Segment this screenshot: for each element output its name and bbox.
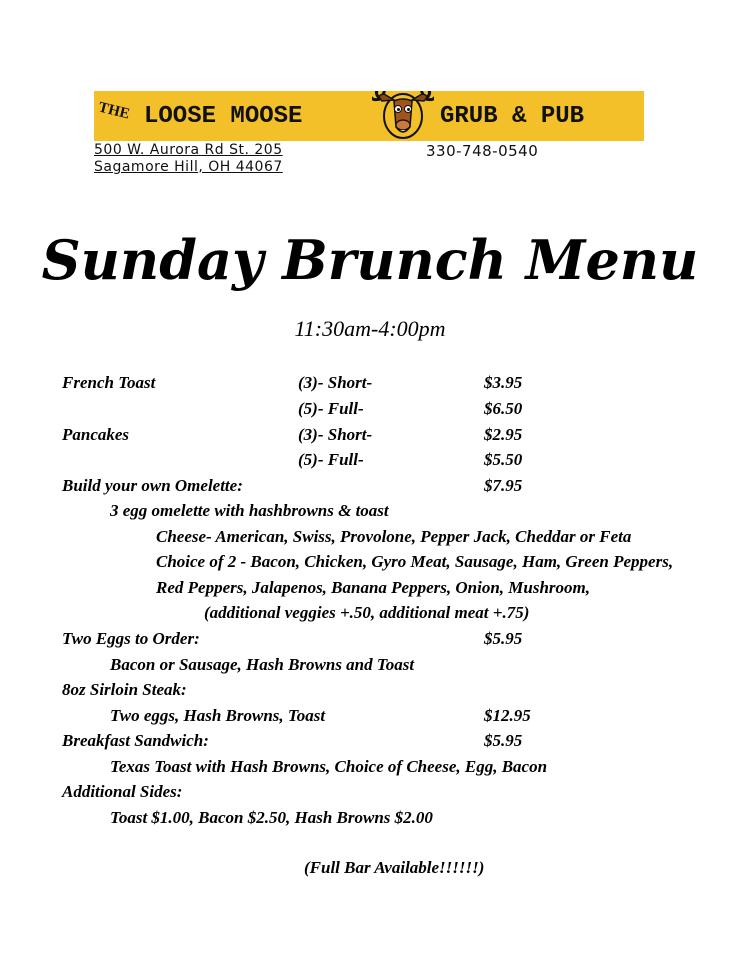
full-bar-note: (Full Bar Available!!!!!!)	[304, 858, 485, 877]
menu-hours: 11:30am-4:00pm	[294, 316, 446, 341]
omelette-choice-line1: Choice of 2 - Bacon, Chicken, Gyro Meat, Sausage, Ham, Green Peppers,	[156, 552, 674, 571]
omelette-additional: (additional veggies +.50, additional meat +.75)	[204, 603, 530, 622]
two-eggs-price: $5.95	[484, 629, 523, 648]
omelette-choice-line2: Red Peppers, Jalapenos, Banana Peppers, Onion, Mushroom,	[156, 578, 591, 597]
logo-banner	[94, 91, 644, 141]
phone-number: 330-748-0540	[426, 142, 539, 160]
sides-desc: Toast $1.00, Bacon $2.50, Hash Browns $2.00	[110, 808, 433, 827]
moose-logo-icon	[372, 91, 434, 141]
two-eggs-name: Two Eggs to Order:	[62, 629, 200, 648]
menu-title: Sunday Brunch Menu	[41, 228, 699, 292]
pancakes-name: Pancakes	[62, 425, 130, 444]
sandwich-desc: Texas Toast with Hash Browns, Choice of Cheese, Egg, Bacon	[110, 757, 548, 776]
sandwich-name: Breakfast Sandwich:	[62, 731, 209, 750]
logo-loose-moose: LOOSE MOOSE	[144, 103, 303, 130]
french-toast-full-price: $6.50	[484, 399, 523, 418]
french-toast-short-price: $3.95	[484, 373, 523, 392]
omelette-cheese: Cheese- American, Swiss, Provolone, Pepper Jack, Cheddar or Feta	[156, 527, 632, 546]
logo-grub-pub: GRUB & PUB	[440, 103, 585, 130]
sides-name: Additional Sides:	[62, 782, 183, 801]
sirloin-price: $12.95	[484, 706, 531, 725]
omelette-price: $7.95	[484, 476, 523, 495]
address-line2: Sagamore Hill, OH 44067	[94, 159, 283, 175]
french-toast-name: French Toast	[62, 373, 156, 392]
french-toast-full: (5)- Full-	[298, 399, 364, 418]
logo-the: THE	[96, 99, 132, 123]
omelette-name: Build your own Omelette:	[62, 476, 243, 495]
pancakes-full: (5)- Full-	[298, 450, 364, 469]
pancakes-short-price: $2.95	[484, 425, 523, 444]
sirloin-name: 8oz Sirloin Steak:	[62, 680, 187, 699]
sandwich-price: $5.95	[484, 731, 523, 750]
french-toast-short: (3)- Short-	[298, 373, 373, 392]
address-line1: 500 W. Aurora Rd St. 205	[94, 142, 283, 158]
two-eggs-desc: Bacon or Sausage, Hash Browns and Toast	[110, 655, 415, 674]
sirloin-desc: Two eggs, Hash Browns, Toast	[110, 706, 326, 725]
omelette-desc: 3 egg omelette with hashbrowns & toast	[110, 501, 389, 520]
pancakes-full-price: $5.50	[484, 450, 523, 469]
pancakes-short: (3)- Short-	[298, 425, 373, 444]
